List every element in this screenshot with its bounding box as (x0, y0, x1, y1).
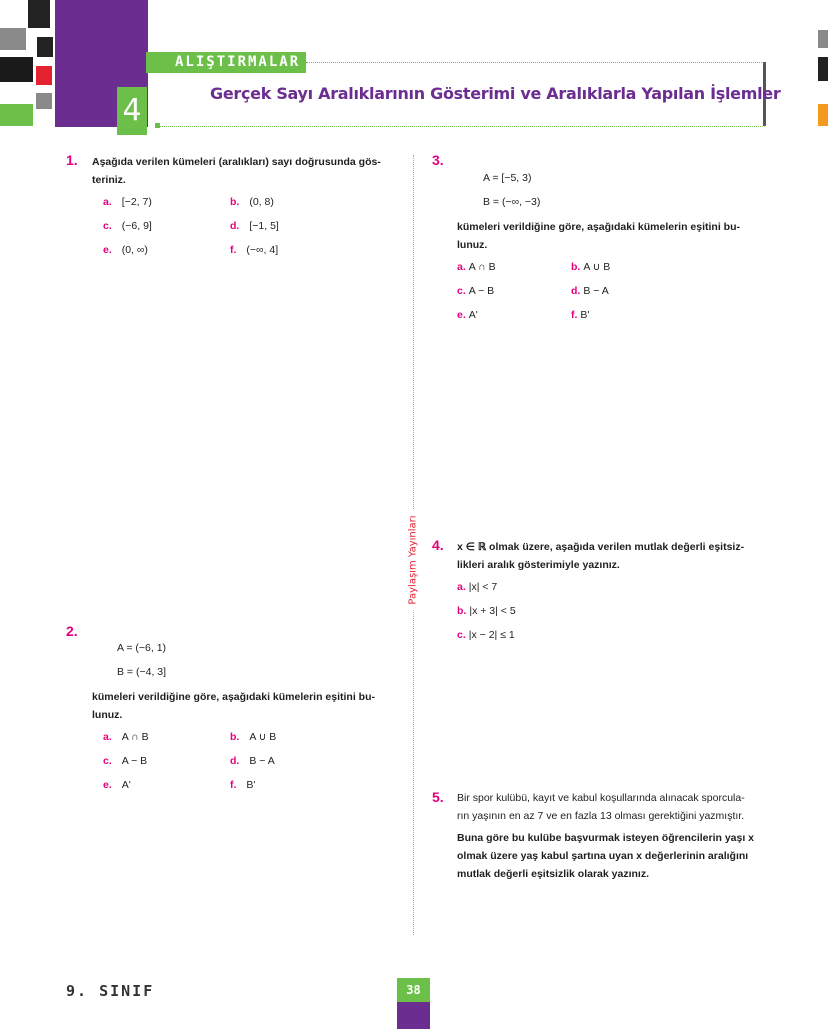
question-text (457, 789, 745, 825)
option-item (457, 605, 516, 617)
option-label: b. (457, 605, 467, 617)
option-item (103, 196, 152, 208)
option-value: A ∪ B (583, 261, 611, 273)
page-subtitle: Gerçek Sayı Aralıklarının Gösterimi ve Aralıklarla Yapılan İşlemler (210, 84, 781, 103)
option-value: B − A (583, 285, 609, 297)
option-item (103, 731, 149, 743)
option-value: B' (246, 779, 256, 791)
decor-block (0, 28, 26, 50)
question-text (457, 538, 744, 574)
question-number: 2. (66, 623, 78, 639)
option-label: a. (457, 261, 466, 273)
question-number: 3. (432, 152, 444, 168)
option-value: A ∩ B (468, 261, 496, 273)
question-text (457, 218, 740, 254)
option-item (457, 261, 496, 273)
text-line: lunuz. (457, 239, 488, 251)
option-item (103, 244, 148, 256)
option-label: e. (457, 309, 466, 321)
option-value: A − B (468, 285, 495, 297)
option-label: a. (103, 196, 112, 208)
option-value: A' (468, 309, 478, 321)
option-value: A − B (121, 755, 148, 767)
option-label: a. (103, 731, 112, 743)
option-item (230, 220, 279, 232)
option-label: b. (230, 731, 240, 743)
text-line: teriniz. (92, 174, 126, 186)
option-value: |x − 2| ≤ 1 (468, 629, 515, 641)
exercises-banner: ALIŞTIRMALAR (146, 52, 306, 73)
option-label: a. (457, 581, 466, 593)
decor-block (0, 104, 33, 126)
option-value: (0, 8) (249, 196, 274, 208)
text-line: mutlak değerli eşitsizlik olarak yazınız. (457, 868, 649, 880)
option-item (457, 285, 494, 297)
option-item (457, 309, 478, 321)
decor-block (0, 57, 33, 82)
text-line: Buna göre bu kulübe başvurmak isteyen öğrencilerin yaşı x (457, 832, 755, 844)
question-number: 4. (432, 537, 444, 553)
text-line: likleri aralık gösterimiyle yazınız. (457, 559, 620, 571)
question-number: 1. (66, 152, 78, 168)
option-label: d. (571, 285, 581, 297)
option-item (230, 196, 274, 208)
decor-block (818, 30, 828, 48)
grade-label: 9. SINIF (66, 982, 155, 1000)
option-value: A ∪ B (249, 731, 277, 743)
option-item (457, 629, 515, 641)
set-definition: A = (−6, 1) (117, 642, 167, 654)
option-value: [−1, 5] (249, 220, 279, 232)
header-divider (160, 126, 763, 127)
text-line: x ∈ ℝ olmak üzere, aşağıda verilen mutlak değerli eşitsiz- (457, 541, 745, 553)
question-text (92, 153, 381, 189)
option-value: A' (121, 779, 131, 791)
option-label: d. (230, 755, 240, 767)
text-line: olmak üzere yaş kabul şartına uyan x değerlerinin aralığını (457, 850, 749, 862)
option-label: d. (230, 220, 240, 232)
page-number-block (397, 1000, 430, 1029)
option-label: f. (230, 244, 237, 256)
chapter-number: 4 (117, 87, 147, 135)
option-item (230, 755, 275, 767)
decor-block (28, 0, 50, 28)
option-item (571, 309, 589, 321)
decor-block (818, 104, 828, 126)
option-value: (−∞, 4] (246, 244, 279, 256)
decor-block (37, 37, 53, 57)
option-label: e. (103, 244, 112, 256)
text-line: Aşağıda verilen kümeleri (aralıkları) sayı doğrusunda gös- (92, 156, 381, 168)
option-item (457, 581, 497, 593)
decor-block (36, 93, 52, 109)
option-item (571, 261, 610, 273)
option-item (103, 779, 131, 791)
option-value: (−6, 9] (121, 220, 152, 232)
decor-block (818, 57, 828, 81)
text-line: lunuz. (92, 709, 123, 721)
option-label: c. (457, 285, 466, 297)
option-value: B' (580, 309, 590, 321)
option-value: (0, ∞) (121, 244, 148, 256)
text-line: Bir spor kulübü, kayıt ve kabul koşullarında alınacak sporcula- (457, 792, 745, 804)
option-label: f. (571, 309, 578, 321)
text-line: rın yaşının en az 7 ve en fazla 13 olması gerektiğini yazmıştır. (457, 810, 745, 822)
text-line: kümeleri verildiğine göre, aşağıdaki kümelerin eşitini bu- (457, 221, 741, 233)
option-label: f. (230, 779, 237, 791)
option-value: A ∩ B (121, 731, 149, 743)
decor-block (36, 66, 52, 85)
option-value: B − A (249, 755, 275, 767)
option-item (230, 779, 255, 791)
option-label: e. (103, 779, 112, 791)
option-label: c. (103, 755, 112, 767)
option-label: b. (230, 196, 240, 208)
set-definition: B = (−∞, −3) (483, 196, 541, 208)
option-item (103, 220, 152, 232)
text-line: kümeleri verildiğine göre, aşağıdaki kümelerin eşitini bu- (92, 691, 376, 703)
option-label: c. (457, 629, 466, 641)
question-number: 5. (432, 789, 444, 805)
option-label: c. (103, 220, 112, 232)
publisher-label: Paylaşım Yayınları (408, 509, 419, 610)
option-item (230, 244, 278, 256)
set-definition: B = (−4, 3] (117, 666, 167, 678)
option-value: [−2, 7) (121, 196, 152, 208)
header-divider (306, 62, 762, 63)
option-item (571, 285, 609, 297)
option-value: |x| < 7 (468, 581, 498, 593)
option-item (103, 755, 147, 767)
question-text-bold (457, 829, 754, 883)
option-label: b. (571, 261, 581, 273)
set-definition: A = [−5, 3) (483, 172, 532, 184)
option-value: |x + 3| < 5 (469, 605, 516, 617)
question-text (92, 688, 375, 724)
page-number: 38 (397, 978, 430, 1002)
option-item (230, 731, 276, 743)
